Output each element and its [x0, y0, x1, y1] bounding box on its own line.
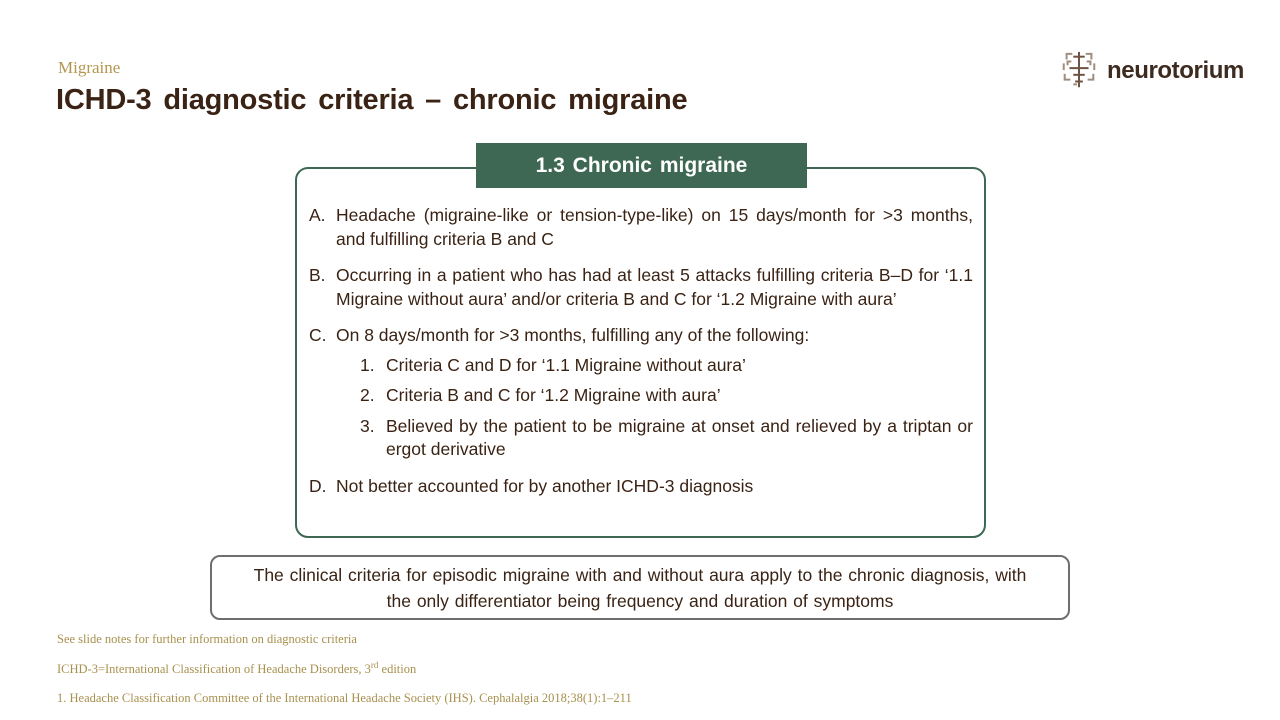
criterion-c-label: C. — [309, 325, 327, 345]
criterion-d-text: Not better accounted for by another ICHD-3 diagnosis — [336, 475, 754, 496]
subitem-2-label: 2. — [360, 385, 375, 405]
criterion-b-text: Occurring in a patient who has had at least 5 attacks fulfilling criteria B–D for ‘1.1 Migraine without aura’ and/or criteria B and C for ‘1.2 Migraine with aura’ — [336, 265, 973, 309]
criterion-d-label: D. — [309, 475, 327, 496]
criterion-b-label: B. — [309, 265, 326, 285]
neurotorium-brain-icon — [1058, 50, 1100, 92]
abbrev-superscript: rd — [370, 659, 379, 670]
abbrev-post: edition — [378, 661, 417, 676]
footnote-abbreviation — [57, 659, 632, 676]
footnotes — [57, 633, 632, 720]
criterion-a-label: A. — [309, 205, 326, 225]
criterion-c-sublist — [360, 354, 973, 462]
subitem-2-text: Criteria B and C for ‘1.2 Migraine with aura’ — [386, 385, 721, 405]
section-eyebrow: Migraine — [58, 58, 121, 77]
page-title: ICHD-3 diagnostic criteria – chronic migraine — [56, 84, 688, 116]
criterion-c-subitem-1 — [360, 354, 973, 378]
subitem-1-text: Criteria C and D for ‘1.1 Migraine without aura’ — [386, 354, 746, 375]
criterion-a-text: Headache (migraine-like or tension-type-like) on 15 days/month for >3 months, and fulfilling criteria B and C — [336, 205, 973, 249]
criteria-box-header: 1.3 Chronic migraine — [476, 143, 807, 188]
criterion-c-subitem-3 — [360, 415, 973, 462]
criterion-c — [309, 324, 973, 348]
subitem-3-label: 3. — [360, 415, 375, 436]
summary-note-box — [210, 555, 1070, 620]
abbrev-pre: ICHD-3=International Classification of Headache Disorders, 3 — [57, 661, 371, 676]
neurotorium-logo — [1058, 50, 1244, 92]
criterion-c-text: On 8 days/month for >3 months, fulfilling any of the following: — [336, 325, 810, 345]
logo-wordmark: neurotorium — [1107, 57, 1244, 84]
footnote-slide-notes: See slide notes for further information on diagnostic criteria — [57, 632, 357, 646]
criterion-d — [309, 475, 973, 499]
criterion-a — [309, 204, 973, 251]
subitem-1-label: 1. — [360, 354, 375, 375]
summary-note-text: The clinical criteria for episodic migraine with and without aura apply to the chronic diagnosis, with the only differentiator being frequency and duration of symptoms — [253, 564, 1027, 611]
footnote-reference: 1. Headache Classification Committee of the International Headache Society (IHS). Cephalalgia 2018;38(1):1–211 — [57, 691, 632, 705]
criterion-c-subitem-2 — [360, 384, 973, 408]
criteria-list — [309, 204, 973, 511]
criterion-b — [309, 264, 973, 311]
criterion-c-group — [309, 324, 973, 462]
subitem-3-text: Believed by the patient to be migraine at onset and relieved by a triptan or ergot derivative — [386, 415, 973, 459]
